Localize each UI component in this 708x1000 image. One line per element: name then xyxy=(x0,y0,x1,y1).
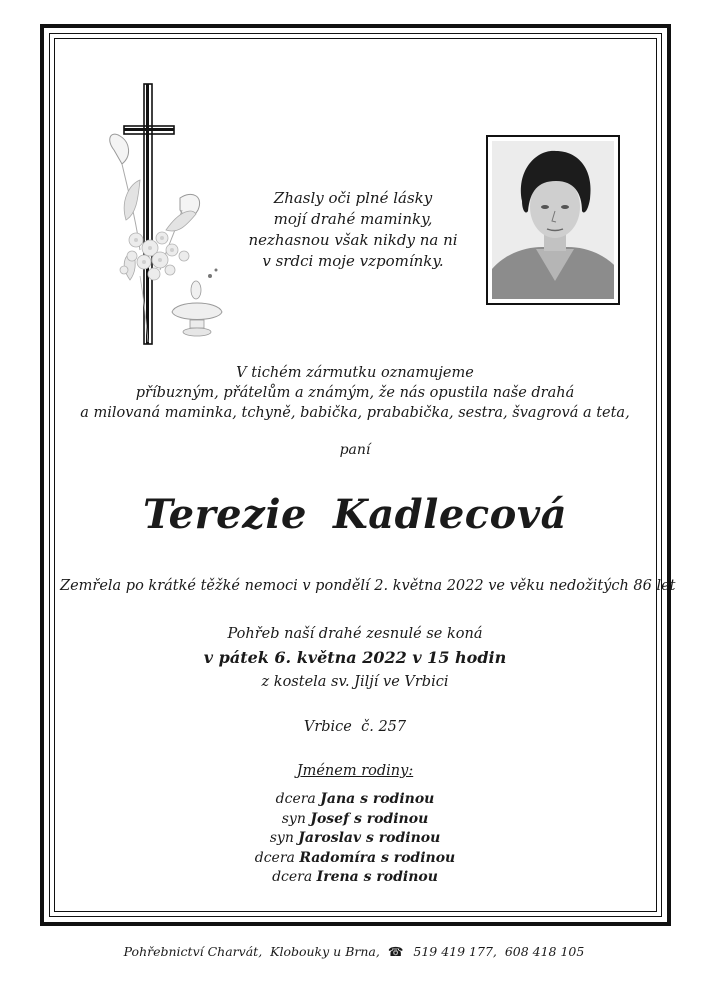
family-member: syn Josef s rodinou xyxy=(281,810,429,827)
footer xyxy=(0,944,708,959)
cross-flowers-icon xyxy=(100,80,240,350)
announcement-line: a milovaná maminka, tchyně, babička, prababička, sestra, švagrová a teta, xyxy=(80,405,630,421)
poem xyxy=(238,188,468,272)
poem-line: nezhasnou však nikdy na ni xyxy=(248,231,458,249)
funeral-intro: Pohřeb naší drahé zesnulé se koná xyxy=(227,626,483,642)
funeral-place: z kostela sv. Jiljí ve Vrbici xyxy=(261,674,449,690)
funeral-datetime: v pátek 6. května 2022 v 15 hodin xyxy=(203,648,507,667)
announcement-line: příbuzným, přátelům a známým, že nás opustila naše drahá xyxy=(135,385,575,401)
family-member: dcera Irena s rodinou xyxy=(272,869,438,885)
honorific: paní xyxy=(339,442,371,458)
family-member: dcera Radomíra s rodinou xyxy=(254,849,456,866)
family-list xyxy=(60,790,650,888)
funeral-company: Pohřebnictví Charvát, Klobouky u Brna, xyxy=(123,944,380,959)
telephone-icon: ☎ xyxy=(387,944,404,959)
deceased-name xyxy=(60,490,650,540)
funeral-info xyxy=(60,622,650,694)
announcement xyxy=(60,363,650,423)
poem-line: v srdci moje vzpomínky. xyxy=(262,252,444,270)
first-name: Terezie xyxy=(142,491,307,538)
poem-line: mojí drahé maminky, xyxy=(273,210,433,228)
family-member: syn Jaroslav s rodinou xyxy=(269,830,441,846)
phone-numbers: 519 419 177, 608 418 105 xyxy=(413,944,585,959)
portrait-photo xyxy=(486,135,620,305)
death-notice: Zemřela po krátké těžké nemoci v pondělí 2. května 2022 ve věku nedožitých 86 let xyxy=(60,578,676,594)
family-title: Jménem rodiny: xyxy=(296,763,414,779)
poem-line: Zhasly oči plné lásky xyxy=(273,189,433,207)
portrait-image xyxy=(492,141,614,299)
announcement-line: V tichém zármutku oznamujeme xyxy=(236,365,474,381)
family-member: dcera Jana s rodinou xyxy=(275,791,435,807)
address: Vrbice č. 257 xyxy=(303,719,407,735)
last-name: Kadlecová xyxy=(333,491,567,538)
